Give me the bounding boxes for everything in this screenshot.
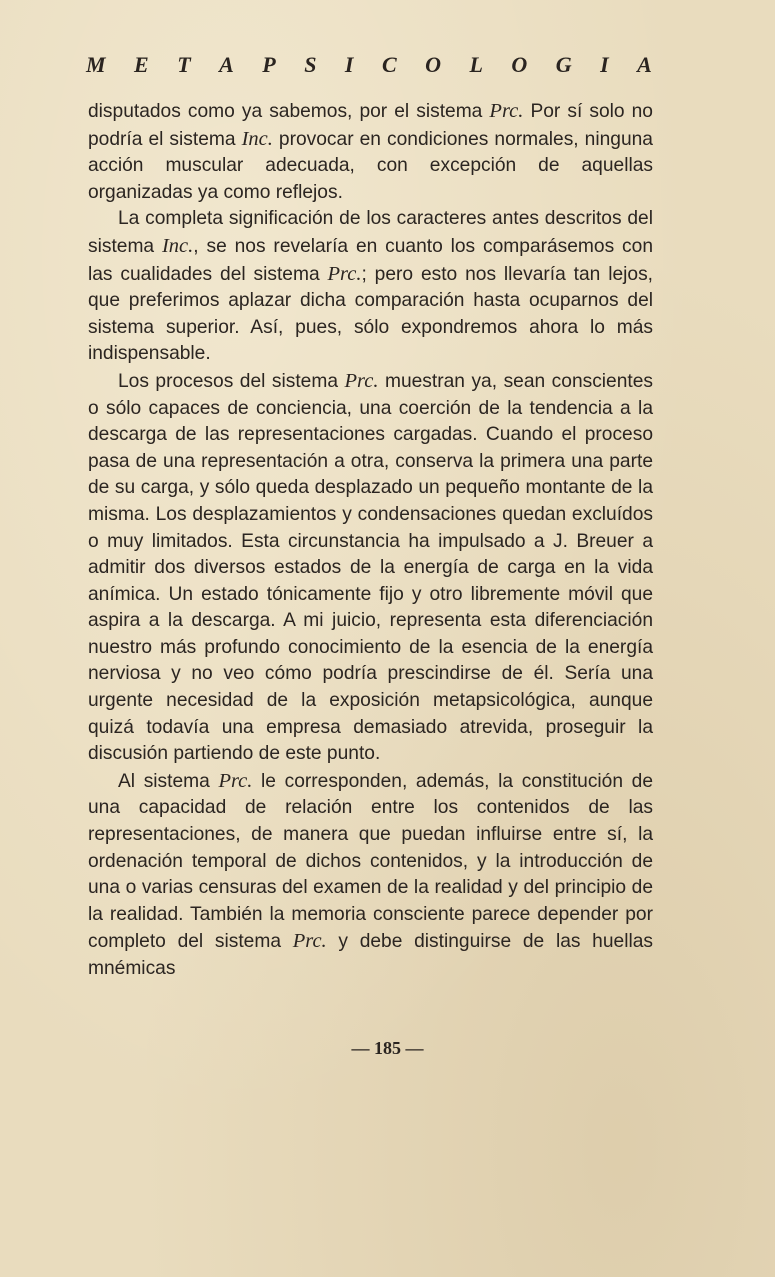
running-head-letter: S xyxy=(304,52,317,77)
italic-abbreviation: Prc. xyxy=(344,369,379,392)
italic-abbreviation: Prc. xyxy=(327,262,362,285)
running-head-letter: P xyxy=(262,52,276,77)
italic-abbreviation: Inc. xyxy=(161,234,194,257)
paragraph xyxy=(88,206,653,368)
running-head-letter: I xyxy=(344,52,354,77)
paragraph xyxy=(88,368,653,768)
text-run: disputados como ya sabemos, por el sistema xyxy=(88,101,490,122)
text-run: Al sistema xyxy=(118,770,219,792)
italic-abbreviation: Inc. xyxy=(241,127,273,150)
running-head-letter: C xyxy=(381,52,397,77)
running-head-letter: G xyxy=(555,52,572,77)
text-run: Por sí solo no podría el sistema xyxy=(88,101,653,150)
text-run: ; pero esto nos llevaría tan lejos, que preferimos aplazar dicha comparación hasta ocuparnos del sistema superior. Así, pues, sólo expondremos ahora lo más indispensable. xyxy=(88,263,653,365)
text-run: provocar en condiciones normales, ninguna acción muscular adecuada, con excepción de aquellas organizadas ya como reflejos. xyxy=(88,128,653,203)
running-head-letter: O xyxy=(425,52,441,77)
running-head-letter: E xyxy=(134,52,149,77)
text-run: Los procesos del sistema xyxy=(118,370,345,392)
italic-abbreviation: Prc. xyxy=(489,100,524,122)
page-number: — 185 — xyxy=(351,1038,424,1058)
running-head-letter: A xyxy=(637,52,652,77)
running-head-letter: O xyxy=(511,52,528,77)
italic-abbreviation: Prc. xyxy=(218,769,253,792)
text-run: y debe distinguirse de las huellas mnémicas xyxy=(88,931,653,979)
italic-abbreviation: Prc. xyxy=(292,930,327,953)
running-head-letter: M xyxy=(86,52,106,77)
body-text xyxy=(88,98,653,983)
running-head-letter: T xyxy=(177,52,191,77)
running-head-letter: A xyxy=(219,52,234,77)
running-head-letter: L xyxy=(469,52,483,77)
paragraph xyxy=(88,98,653,206)
paragraph xyxy=(88,768,653,983)
running-head-letter: I xyxy=(600,52,609,77)
text-run: muestran ya, sean conscientes o sólo capaces de conciencia, una coerción de la tendencia a la descarga de las representaciones cargadas. Cuando el proceso pasa de una representación a otra, conserva la primera una parte de su carga, y sólo queda desplazado un pequeño montante de la misma. Los desplazamientos y condensaciones quedan excluídos o muy limitados. Esta circunstancia ha impulsado a J. Breuer a admitir dos diversos estados de la energía de carga en la vida anímica. Un estado tónicamente fijo y otro libremente móvil que aspira a la descarga. A mi juicio, representa esta diferenciación nuestro más profundo conocimiento de la esencia de la energía nerviosa y no veo cómo podría prescindirse de él. Sería una urgente necesidad de la exposición metapsicológica, aunque quizá todavía una empresa demasiado atrevida, proseguir la discusión partiendo de este punto. xyxy=(88,370,653,765)
text-run: , se nos revelaría en cuanto los comparásemos con las cualidades del sistema xyxy=(88,235,653,285)
text-run: La completa significación de los caracteres antes descritos del sistema xyxy=(88,208,653,257)
running-head xyxy=(86,52,652,78)
text-run: le corresponden, además, la constitución de una capacidad de relación entre los contenidos de las representaciones, de manera que puedan influirse entre sí, la ordenación temporal de dichos contenidos, y la introducción de una o varias censuras del examen de la realidad y del principio de la realidad. También la memoria consciente parece depender por completo del sistema xyxy=(88,770,653,953)
